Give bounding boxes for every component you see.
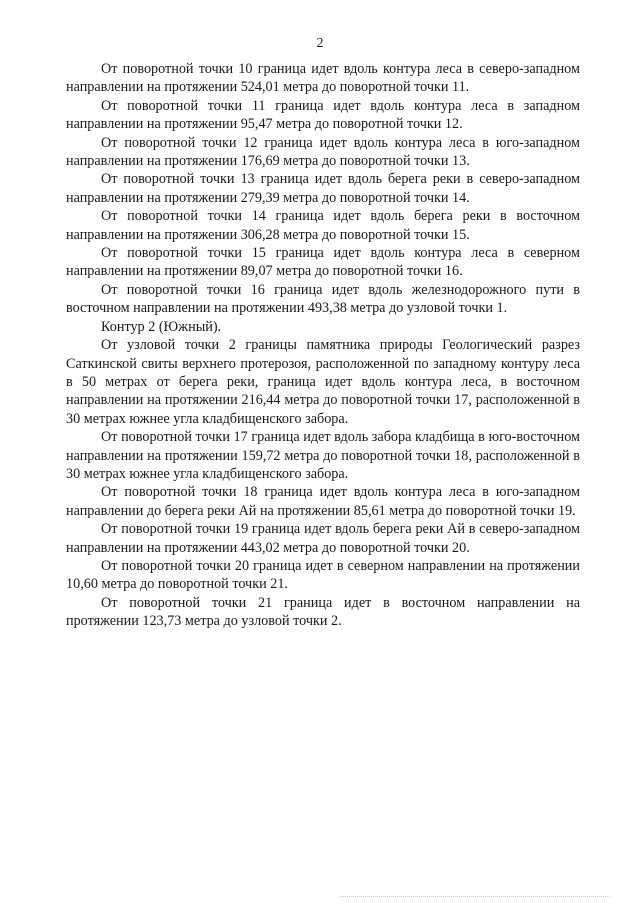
paragraph: От поворотной точки 17 граница идет вдоль забора кладбища в юго-восточном направлении на протяжении 159,72 метра до поворотной точки 18, расположенной в 30 метрах южнее угла кладбищенского забора. bbox=[66, 429, 580, 482]
paragraph: От поворотной точки 16 граница идет вдоль железнодорожного пути в восточном направлении на протяжении 493,38 метра до узловой точки 1. bbox=[66, 281, 580, 317]
paragraph: От поворотной точки 15 граница идет вдоль контура леса в северном направлении на протяжении 89,07 метра до поворотной точки 16. bbox=[66, 245, 580, 280]
paragraph: От поворотной точки 20 граница идет в северном направлении на протяжении 10,60 метра до поворотной точки 21. bbox=[66, 557, 580, 593]
paragraph: От узловой точки 2 границы памятника природы Геологический разрез Саткинской свиты верхнего протерозоя, расположенной по западному контуру леса в 50 метрах от берега реки, граница идет вдоль контура леса, в восточном направлении на протяжении 216,44 метра до поворотной точки 17, расположенной в 30 метрах южнее угла кладбищенского забора. bbox=[66, 337, 580, 427]
paragraph: От поворотной точки 19 граница идет вдоль берега реки Ай в северо-западном направлении на протяжении 443,02 метра до поворотной точки 20. bbox=[66, 521, 580, 556]
paragraph: От поворотной точки 12 граница идет вдоль контура леса в юго-западном направлении на протяжении 176,69 метра до поворотной точки 13. bbox=[66, 134, 580, 170]
paragraph: От поворотной точки 13 граница идет вдоль берега реки в северо-западном направлении на протяжении 279,39 метра до поворотной точки 14. bbox=[66, 171, 580, 206]
page-number: 2 bbox=[316, 36, 324, 51]
paragraph: От поворотной точки 10 граница идет вдоль контура леса в северо-западном направлении на протяжении 524,01 метра до поворотной точки 11. bbox=[66, 61, 580, 96]
scan-artifact bbox=[340, 896, 610, 899]
paragraph: От поворотной точки 21 граница идет в восточном направлении на протяжении 123,73 метра до узловой точки 2. bbox=[66, 594, 580, 630]
paragraph: От поворотной точки 14 граница идет вдоль берега реки в восточном направлении на протяжении 306,28 метра до поворотной точки 15. bbox=[66, 208, 580, 243]
document-body bbox=[66, 60, 580, 631]
section-heading: Контур 2 (Южный). bbox=[101, 318, 222, 335]
paragraph: От поворотной точки 11 граница идет вдоль контура леса в западном направлении на протяжении 95,47 метра до поворотной точки 12. bbox=[66, 97, 580, 133]
paragraph: От поворотной точки 18 граница идет вдоль контура леса в юго-западном направлении до берега реки Ай на протяжении 85,61 метра до поворотной точки 19. bbox=[66, 484, 580, 519]
